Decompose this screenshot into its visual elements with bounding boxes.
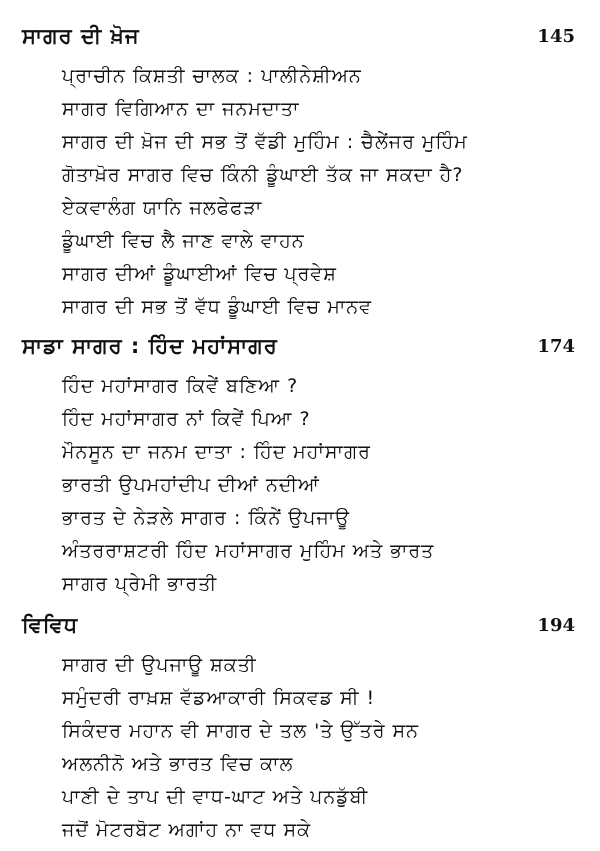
toc-entry: ਸਾਗਰ ਦੀ ਉਪਜਾਊ ਸ਼ਕਤੀ bbox=[62, 654, 257, 676]
section-page-number: 194 bbox=[537, 615, 575, 636]
section-page-number: 145 bbox=[537, 26, 575, 47]
toc-entry: ਡੂੰਘਾਈ ਵਿਚ ਲੈ ਜਾਣ ਵਾਲੇ ਵਾਹਨ bbox=[62, 230, 305, 252]
section-page-number: 174 bbox=[537, 336, 575, 357]
toc-entry: ਸਾਗਰ ਦੀਆਂ ਡੂੰਘਾਈਆਂ ਵਿਚ ਪ੍ਰਵੇਸ਼ bbox=[62, 263, 337, 285]
section-title: ਸਾਗਰ ਦੀ ਖ਼ੋਜ bbox=[22, 24, 140, 48]
toc-entry: ਪਾਣੀ ਦੇ ਤਾਪ ਦੀ ਵਾਧ-ਘਾਟ ਅਤੇ ਪਨਡੁੱਬੀ bbox=[62, 786, 369, 808]
toc-entry: ਸਾਗਰ ਦੀ ਖ਼ੋਜ ਦੀ ਸਭ ਤੋਂ ਵੱਡੀ ਮੁਹਿੰਮ : ਚੈਲੇਂਜਰ ਮੁਹਿੰਮ bbox=[62, 131, 468, 153]
toc-section-vividh bbox=[0, 613, 600, 847]
section-entries bbox=[0, 649, 600, 847]
toc-entry: ਅਲਨੀਨੋ ਅਤੇ ਭਾਰਤ ਵਿਚ ਕਾਲ bbox=[62, 753, 294, 775]
toc-section-sagar-di-khoj bbox=[0, 24, 600, 324]
section-title: ਵਿਵਿਧ bbox=[22, 613, 79, 637]
toc-entry: ਭਾਰਤ ਦੇ ਨੇੜਲੇ ਸਾਗਰ : ਕਿੰਨੇਂ ਉਪਜਾਊ bbox=[62, 507, 350, 529]
toc-section-hind-mahasagar bbox=[0, 334, 600, 601]
toc-entry: ਸਮੁੰਦਰੀ ਰਾਖ਼ਸ਼ ਵੱਡਆਕਾਰੀ ਸਿਕਵਡ ਸੀ ! bbox=[62, 687, 376, 709]
section-entries bbox=[0, 370, 600, 601]
toc-entry: ਜਦੋਂ ਮੋਟਰਬੋਟ ਅਗਾਂਹ ਨਾ ਵਧ ਸਕੇ bbox=[62, 819, 312, 841]
toc-entry: ਏਕਵਾਲੰਗ ਯਾਨਿ ਜਲਫੇਫੜਾ bbox=[62, 197, 263, 219]
toc-entry: ਹਿੰਦ ਮਹਾਂਸਾਗਰ ਨਾਂ ਕਿਵੇਂ ਪਿਆ ? bbox=[62, 408, 311, 430]
section-header bbox=[0, 613, 600, 649]
section-header bbox=[0, 334, 600, 370]
toc-entry: ਸਾਗਰ ਦੀ ਸਭ ਤੋਂ ਵੱਧ ਡੂੰਘਾਈ ਵਿਚ ਮਾਨਵ bbox=[62, 296, 373, 318]
toc-entry: ਪ੍ਰਾਚੀਨ ਕਿਸ਼ਤੀ ਚਾਲਕ : ਪਾਲੀਨੇਸ਼ੀਅਨ bbox=[62, 65, 362, 87]
toc-entry: ਹਿੰਦ ਮਹਾਂਸਾਗਰ ਕਿਵੇਂ ਬਣਿਆ ? bbox=[62, 375, 299, 397]
toc-entry: ਸਾਗਰ ਪ੍ਰੇਮੀ ਭਾਰਤੀ bbox=[62, 573, 218, 595]
section-title: ਸਾਡਾ ਸਾਗਰ : ਹਿੰਦ ਮਹਾਂਸਾਗਰ bbox=[22, 334, 278, 358]
section-header bbox=[0, 24, 600, 60]
toc-entry: ਗੋਤਾਖ਼ੋਰ ਸਾਗਰ ਵਿਚ ਕਿੰਨੀ ਡੂੰਘਾਈ ਤੱਕ ਜਾ ਸਕਦਾ ਹੈ? bbox=[62, 164, 464, 186]
toc-entry: ਸਿਕੰਦਰ ਮਹਾਨ ਵੀ ਸਾਗਰ ਦੇ ਤਲ 'ਤੇ ਉੱਤਰੇ ਸਨ bbox=[62, 720, 420, 742]
section-entries bbox=[0, 60, 600, 324]
toc-entry: ਸਾਗਰ ਵਿਗਿਆਨ ਦਾ ਜਨਮਦਾਤਾ bbox=[62, 98, 300, 120]
toc-entry: ਭਾਰਤੀ ਉਪਮਹਾਂਦੀਪ ਦੀਆਂ ਨਦੀਆਂ bbox=[62, 474, 320, 496]
toc-entry: ਅੰਤਰਰਾਸ਼ਟਰੀ ਹਿੰਦ ਮਹਾਂਸਾਗਰ ਮੁਹਿੰਮ ਅਤੇ ਭਾਰਤ bbox=[62, 540, 435, 562]
toc-entry: ਮੌਨਸੂਨ ਦਾ ਜਨਮ ਦਾਤਾ : ਹਿੰਦ ਮਹਾਂਸਾਗਰ bbox=[62, 441, 371, 463]
